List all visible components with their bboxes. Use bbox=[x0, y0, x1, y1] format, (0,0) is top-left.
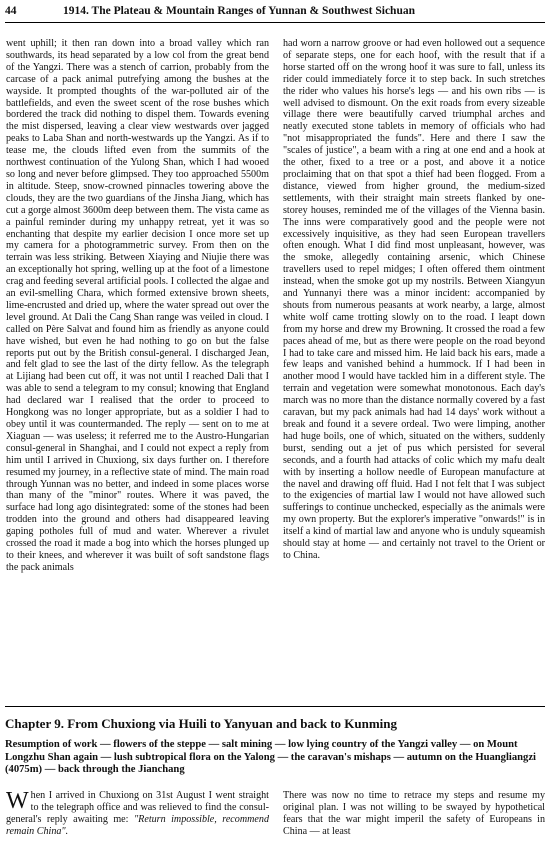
chapter-right-text: There was now no time to retrace my steps and resume my original plan. I was not willing to be swayed by hypothetical fears that the war might imperil the safety of Europeans in China — at least bbox=[283, 790, 545, 837]
right-column bbox=[283, 38, 545, 562]
left-column bbox=[6, 38, 269, 574]
section-rule bbox=[5, 706, 545, 707]
running-title: 1914. The Plateau & Mountain Ranges of Yunnan & Southwest Sichuan bbox=[63, 5, 415, 17]
left-column-text: went uphill; it then ran down into a broad valley which ran southwards, its head separated by a low col from the great bend of the Yangzi. There was a stench of carrion, probably from the carcase of a pack animal putrefying among the bushes at the wayside. It prompted thoughts of the war-polluted air of the battlefields, and even the sweet scent of the rose bushes which bordered the track did nothing to dispel them. Towards evening the mist dispersed, leaving a clear view westwards over jagged peaks to Laba Shan and north-westwards up the Yangzi. As if to tease me, the clouds lifted even from the summits of the northwest continuation of the Yulong Shan, which I had wooed so long and never before glimpsed. They too approached 5500m in altitude. Steep, snow-crowned pinnacles towering above the clouds, they are the two guardians of the Jinsha Jiang, which has cut a gorge almost 3600m deep between them. The vista came as a painful reminder during my unhappy retreat, yet it was so enchanting that despite my earlier decision I once more set up my camera for a photogrammetric survey. From then on the terrain was less striking. Between Xiaying and Niujie there was an exceptionally hot spring, welling up at the foot of a limestone crag and feeding several artificial pools. I collected the algae and an evil-smelling Chara, which formed extensive brown sheets, lime-encrusted and dried up, where the water spread out over the level ground. At Dali the Cang Shan range was veiled in cloud. I called on Père Salvat and found him as friendly as anyone could have wished, but even he had nothing to go on but the false reports put out by the British consul-general. I discharged Jean, and felt glad to see the last of the dirty fellow. As the telegraph at Lijiang had been cut off, it was not until I reached Dali that I was able to send a telegram to my consul; knowing that England had declared war I realised that the order to proceed to Hongkong was no longer appropriate, but as a soldier I had to obey until it was countermanded. The reply — sent on to me at Xiaguan — was useless; it referred me to the Austro-Hungarian consul-general in Shanghai, and I could not expect a reply from him until I arrived in Chuxiong, six days further on. I therefore resumed my journey, in a reflective state of mind. The main road through Yunnan was no better, and indeed in some places worse than many of the "minor" routes. Where it was paved, the surface had long ago disintegrated: some of the stones had been trodden into the ground and others had disappeared leaving gaping potholes full of mud and water. Wherever a rivulet crossed the road it made a bog into which the horses plunged up to their knees, and wherever it was built of soft sandstone flags the pack animals bbox=[6, 38, 269, 573]
right-column-text: had worn a narrow groove or had even hollowed out a sequence of separate steps, one for each hoof, with the result that if a horse started off on the wrong hoof it was sure to fall, unless its rider could immediately force it to step back. In such stretches the rider who values his horse's legs — and his own ribs — is well advised to dismount. On the exit roads from every sizeable village there were beautifully carved triumphal arches and neatly executed stone tablets in memory of officials who had "not misappropriated the funds". Here and there I saw the "scales of justice", a beam with a ring at one end and a hook at the other, fixed to a tree or a post, and above it a notice proclaiming that on that spot a thief had been flogged. From a distance, viewed from higher ground, the medium-sized settlements, with their straight main streets flanked by one-storey houses, reminded me of the villages of the Vienna basin. The inns were comparatively good and the people were not excessively inquisitive, as they had seen European travellers often enough. What I did find most unpleasant, however, was the smoke, allegedly containing arsenic, which Chinese travellers used to repel midges; I often offered them ointment instead, when the smoke got up my nostrils. Between Xiangyun and Yunnanyi there was a minor incident: accompanied by shouts from numerous peasants at work nearby, a large, almost white wolf came trotting slowly on to the road. I leapt down from my horse and drew my Browning. It crossed the road a few paces ahead of me, but as there were people on the road beyond I had to take care and missed him. He laid back his ears, made a few leaps and vanished behind a hummock. If I had been in another mood I would have tackled him in a different style. The terrain and vegetation were somewhat monotonous. Each day's march was no more than the distance normally covered by a fast caravan, but my pack animals had had 14 days' work without a break and found it a severe ordeal. Two were limping, another had huge boils, one of which, situated on the withers, suddenly burst, sending out a jet of pus which persisted for several seconds, and a fourth had attacks of colic which my mafu dealt with by inserting a hollow needle of European manufacture at the navel and drawing off fluid. Had I not felt that I was subject to the exigencies of martial law I would not have allowed such sufferings to continue unchecked, especially as the animals were my own property. But the explorer's imperative "onwards!" is in itself a kind of martial law and anyone who is unduly squeamish should stay at home — and certainly not travel to the Orient or to China. bbox=[283, 38, 545, 561]
telegram-quote: "Return impossible, recommend remain China". bbox=[6, 813, 269, 837]
chapter-left-text: hen I arrived in Chuxiong on 31st August I went straight to the telegraph office and was relieved to find the consul-general's reply awaiting me: bbox=[6, 790, 269, 825]
header-rule bbox=[5, 22, 545, 23]
chapter-summary: Resumption of work — flowers of the steppe — salt mining — low lying country of the Yangzi valley — on Mount Longzhu Shan again — lush subtropical flora on the Yalong — the caravan's mishaps — autumn on the Huangliangzi (4075m) — back through the Jianchang bbox=[5, 739, 536, 776]
chapter-heading: Chapter 9. From Chuxiong via Huili to Yanyuan and back to Kunming bbox=[5, 716, 398, 731]
drop-cap: W bbox=[6, 788, 29, 814]
page-number: 44 bbox=[5, 5, 17, 17]
chapter-left-column bbox=[6, 790, 269, 838]
chapter-opening-paragraph bbox=[6, 790, 269, 838]
chapter-right-column bbox=[283, 790, 545, 838]
page-header bbox=[5, 5, 545, 21]
